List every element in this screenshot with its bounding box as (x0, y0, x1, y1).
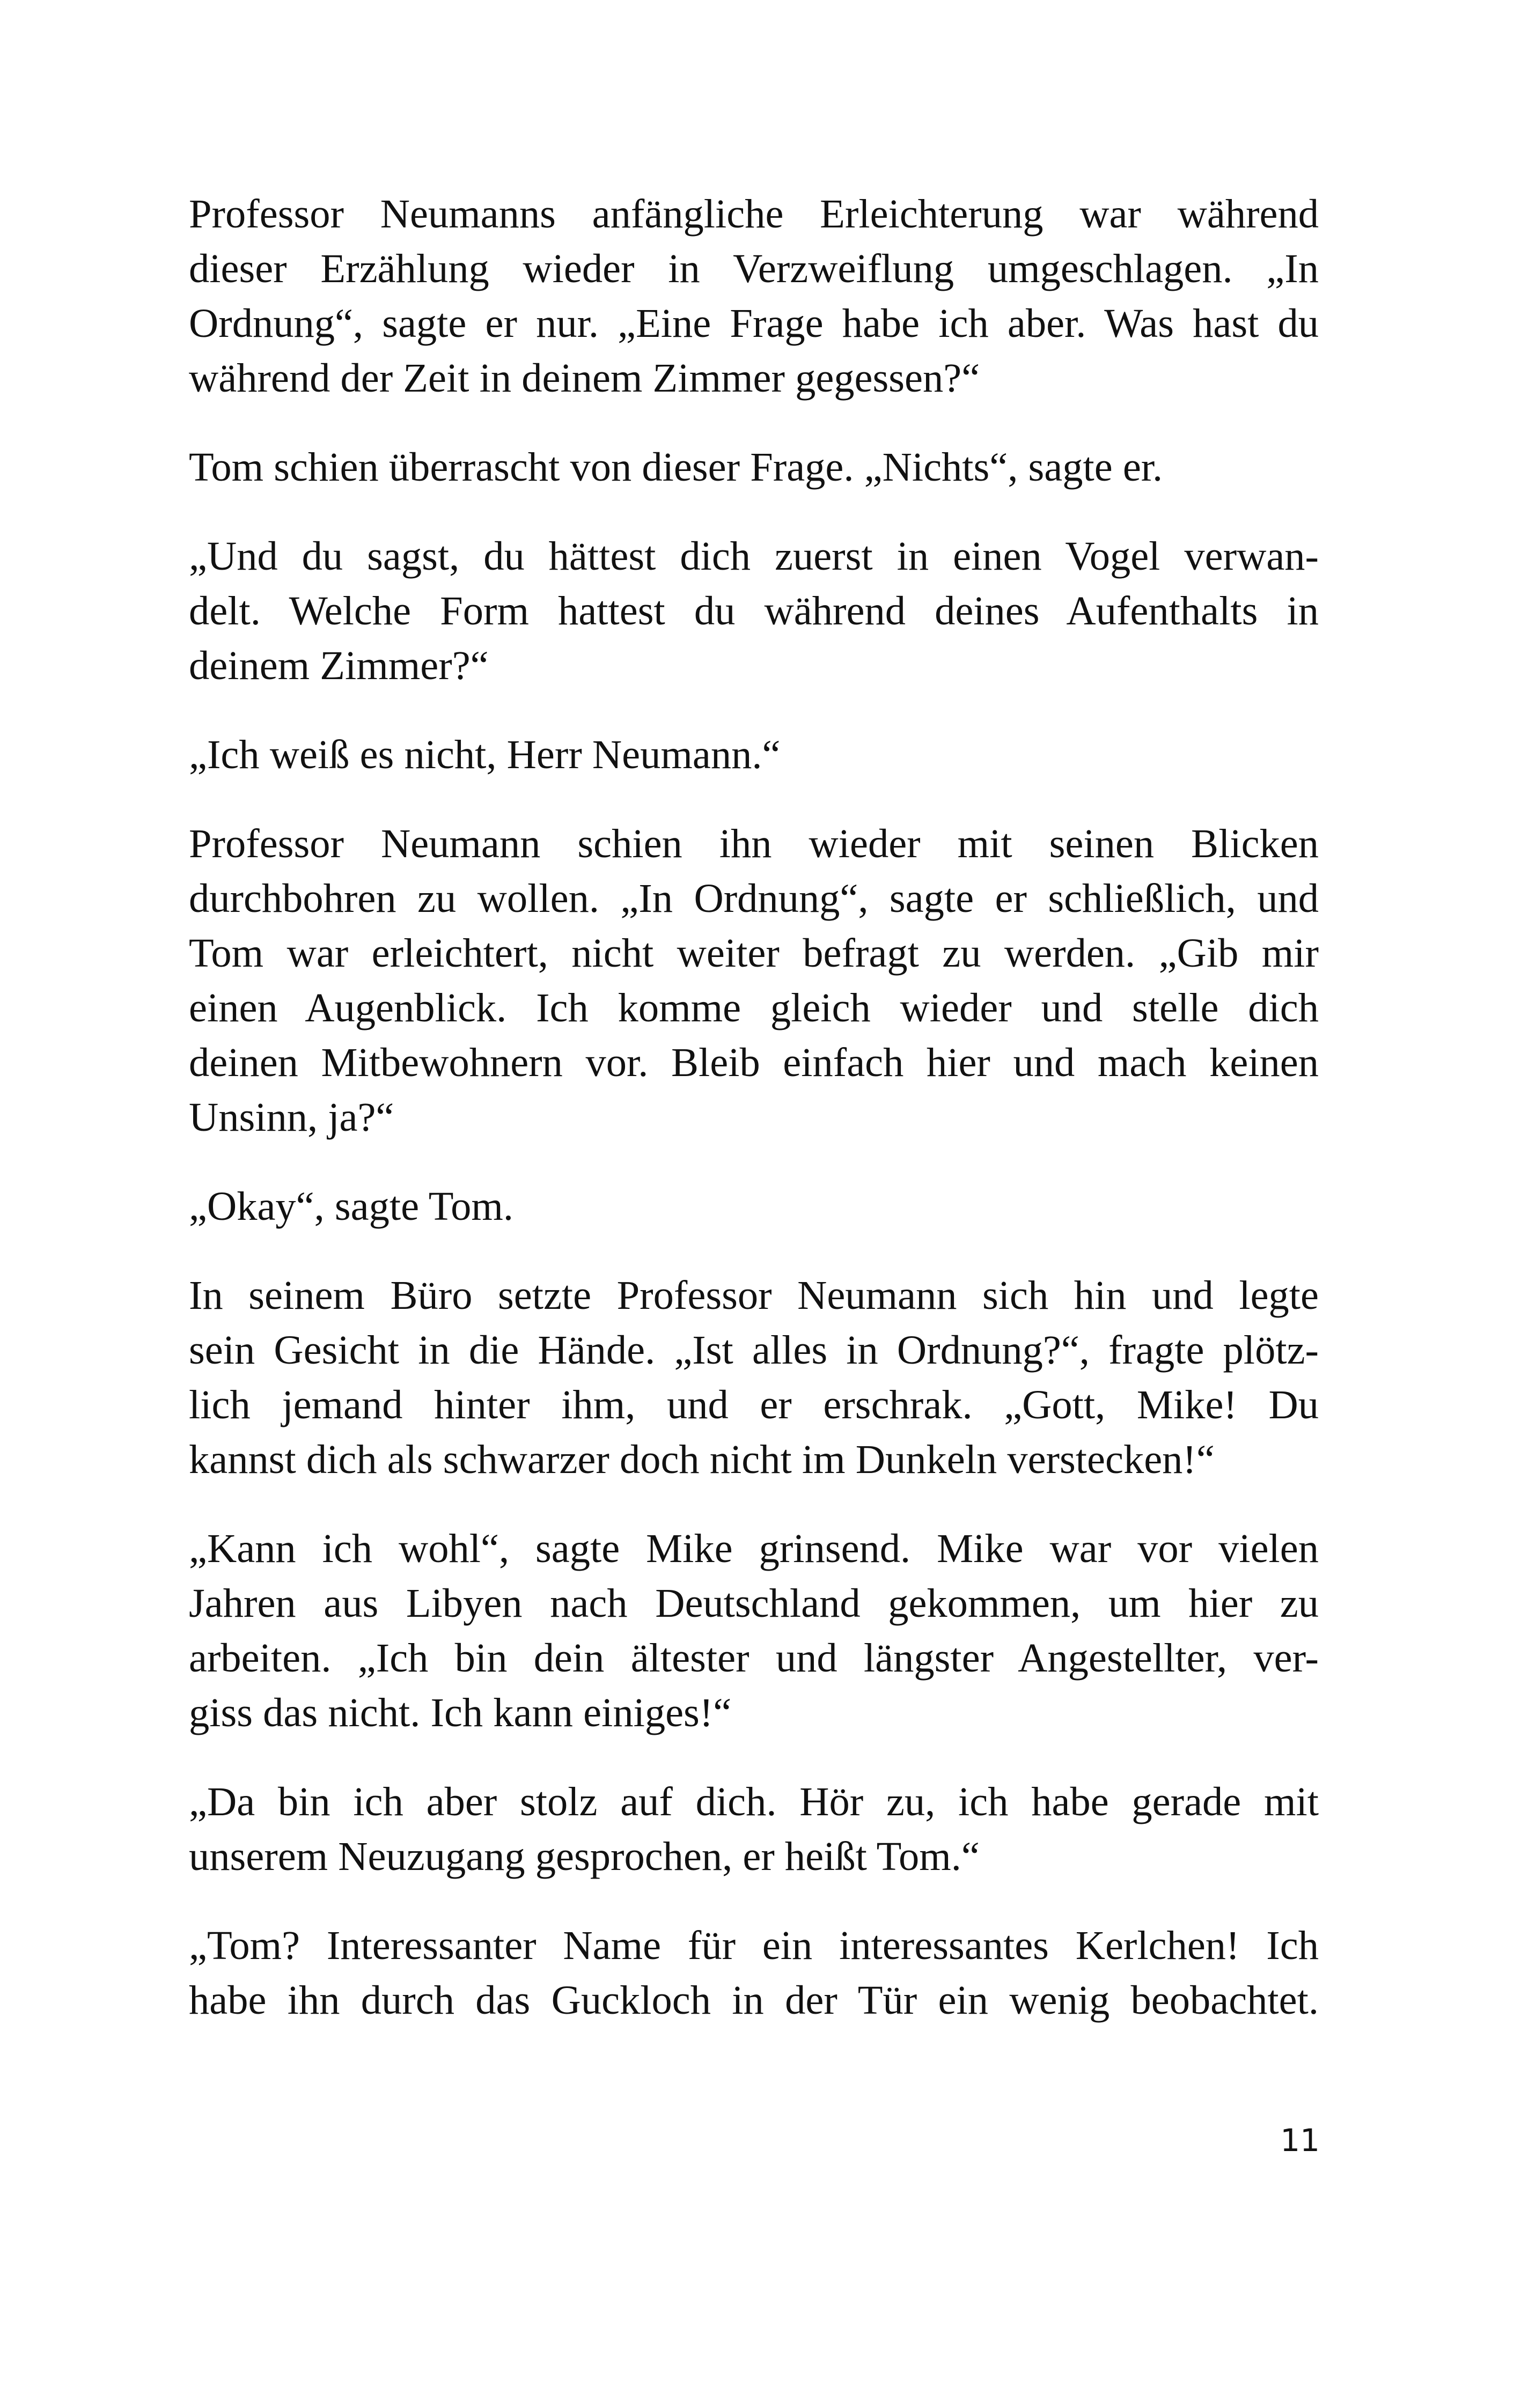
paragraph (189, 1179, 1319, 1234)
paragraph (189, 727, 1319, 782)
text-line: durchbohren zu wollen. „In Ordnung“, sagte er schließlich, und (189, 875, 1319, 921)
text-line: „Ich weiß es nicht, Herr Neumann.“ (189, 732, 781, 777)
text-line: deinen Mitbewohnern vor. Bleib einfach hier und mach keinen (189, 1040, 1319, 1085)
paragraph (189, 440, 1319, 495)
text-line: „Okay“, sagte Tom. (189, 1183, 514, 1229)
text-line: unserem Neuzugang gesprochen, er heißt Tom.“ (189, 1833, 980, 1879)
paragraph (189, 1268, 1319, 1487)
text-line: In seinem Büro setzte Professor Neumann sich hin und legte (189, 1272, 1319, 1318)
text-line: „Und du sagst, du hättest dich zuerst in einen Vogel verwan- (189, 533, 1319, 579)
paragraph (189, 1774, 1319, 1884)
text-line: kannst dich als schwarzer doch nicht im Dunkeln verstecken!“ (189, 1437, 1215, 1482)
text-line: während der Zeit in deinem Zimmer gegessen?“ (189, 355, 980, 401)
page-number: 11 (1280, 2122, 1320, 2159)
text-line: Ordnung“, sagte er nur. „Eine Frage habe ich aber. Was hast du (189, 300, 1319, 346)
text-line: dieser Erzählung wieder in Verzweiflung umgeschlagen. „In (189, 246, 1319, 291)
text-line: Professor Neumanns anfängliche Erleichterung war während (189, 191, 1319, 237)
paragraph (189, 1918, 1319, 2028)
text-line: giss das nicht. Ich kann einiges!“ (189, 1690, 732, 1735)
text-line: Tom war erleichtert, nicht weiter befragt zu werden. „Gib mir (189, 930, 1319, 976)
body-text (189, 187, 1319, 2062)
paragraph (189, 187, 1319, 406)
text-line: arbeiten. „Ich bin dein ältester und längster Angestellter, ver- (189, 1635, 1319, 1681)
text-line: lich jemand hinter ihm, und er erschrak. „Gott, Mike! Du (189, 1382, 1319, 1427)
paragraph (189, 529, 1319, 693)
text-line: „Da bin ich aber stolz auf dich. Hör zu, ich habe gerade mit (189, 1779, 1319, 1824)
text-line: einen Augenblick. Ich komme gleich wieder und stelle dich (189, 985, 1319, 1030)
text-line: „Tom? Interessanter Name für ein interessantes Kerlchen! Ich (189, 1923, 1319, 1968)
text-line: Tom schien überrascht von dieser Frage. „Nichts“, sagte er. (189, 444, 1163, 490)
text-line: „Kann ich wohl“, sagte Mike grinsend. Mike war vor vielen (189, 1526, 1319, 1571)
text-line: sein Gesicht in die Hände. „Ist alles in Ordnung?“, fragte plötz- (189, 1327, 1319, 1373)
paragraph (189, 1521, 1319, 1740)
paragraph (189, 816, 1319, 1145)
text-line: habe ihn durch das Guckloch in der Tür ein wenig beobachtet. (189, 1977, 1319, 2023)
text-line: Jahren aus Libyen nach Deutschland gekommen, um hier zu (189, 1580, 1319, 1626)
text-line: delt. Welche Form hattest du während deines Aufenthalts in (189, 588, 1319, 634)
text-line: Professor Neumann schien ihn wieder mit seinen Blicken (189, 821, 1319, 866)
text-line: deinem Zimmer?“ (189, 643, 489, 688)
text-line: Unsinn, ja?“ (189, 1094, 394, 1140)
